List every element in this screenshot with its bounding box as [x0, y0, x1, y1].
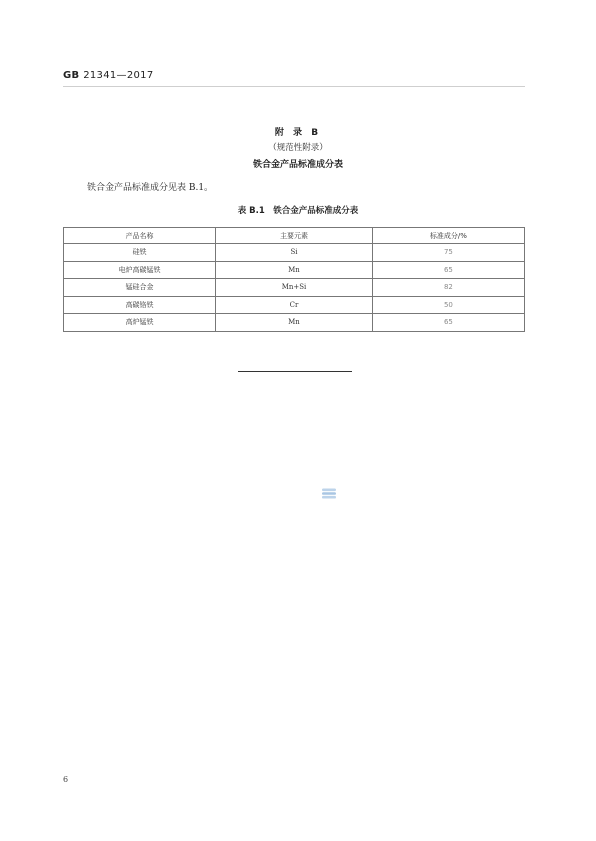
- product-name-cell: 硅铁: [64, 244, 216, 262]
- composition-cell: 50: [372, 296, 524, 314]
- table-row: [64, 279, 525, 297]
- table-row: [64, 261, 525, 279]
- table-caption: 表 B.1 铁合金产品标准成分表: [237, 206, 359, 216]
- header-standard-composition: 标准成分/%: [372, 228, 524, 244]
- table-row: [64, 314, 525, 332]
- annex-heading: 附 录 B: [274, 128, 322, 138]
- header-product-name: 产品名称: [64, 228, 216, 244]
- standard-prefix: GB: [63, 70, 80, 81]
- element-cell: Cr: [216, 296, 373, 314]
- composition-cell: 65: [372, 261, 524, 279]
- product-name-cell: 高碳铬铁: [64, 296, 216, 314]
- standard-code: 21341—2017: [83, 70, 154, 81]
- product-name-cell: 电炉高碳锰铁: [64, 261, 216, 279]
- element-cell: Mn+Si: [216, 279, 373, 297]
- composition-cell: 82: [372, 279, 524, 297]
- composition-cell: 65: [372, 314, 524, 332]
- product-name-cell: 高炉锰铁: [64, 314, 216, 332]
- end-of-annex-rule: [238, 371, 352, 372]
- product-name-cell: 锰硅合金: [64, 279, 216, 297]
- composition-cell: 75: [372, 244, 524, 262]
- element-cell: Mn: [216, 314, 373, 332]
- element-cell: Si: [216, 244, 373, 262]
- composition-table: [63, 227, 525, 332]
- table-row: [64, 244, 525, 262]
- header-rule: [63, 86, 525, 87]
- annex-type: （规范性附录）: [268, 143, 328, 153]
- standard-number: [63, 70, 154, 81]
- table-header-row: [64, 228, 525, 244]
- header-main-element: 主要元素: [216, 228, 373, 244]
- element-cell: Mn: [216, 261, 373, 279]
- table-row: [64, 296, 525, 314]
- watermark-logo-icon: [321, 488, 337, 499]
- annex-name: 铁合金产品标准成分表: [252, 160, 343, 170]
- page-number: 6: [63, 775, 69, 784]
- intro-paragraph: 铁合金产品标准成分见表 B.1。: [87, 183, 214, 193]
